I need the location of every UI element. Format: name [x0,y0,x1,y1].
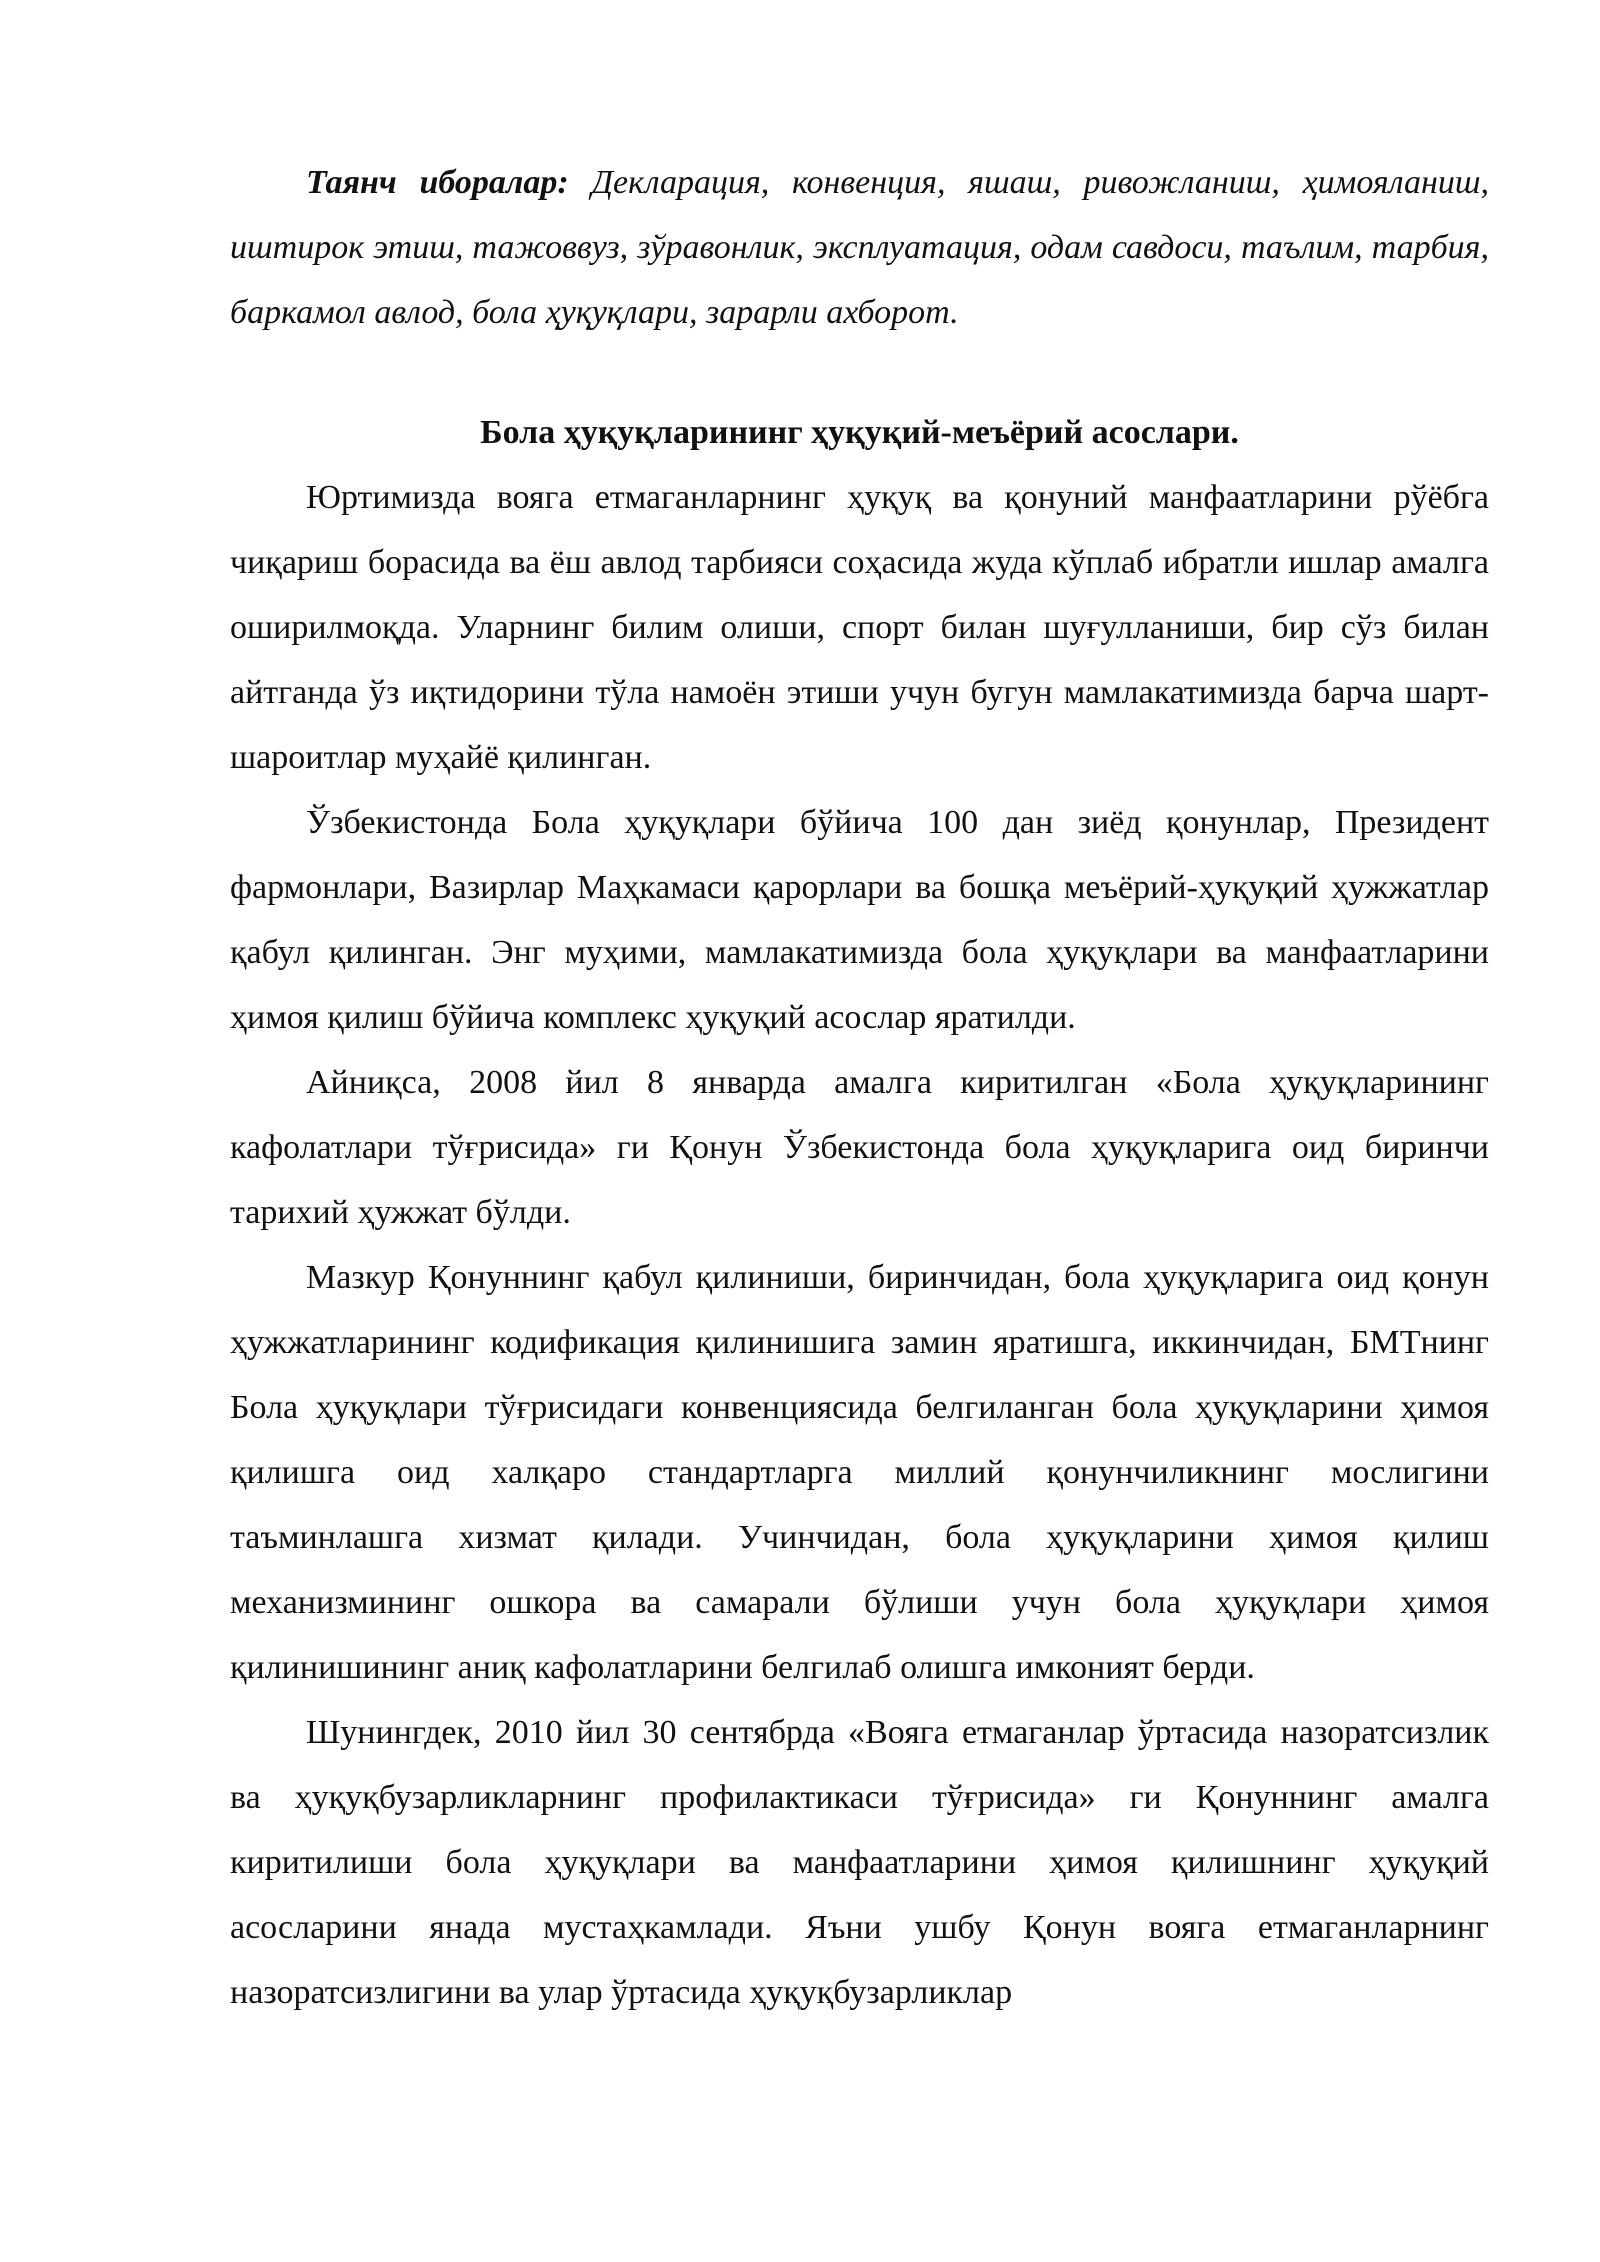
keywords-label: Таянч иборалар: [306,164,569,201]
body-paragraph-1: Юртимизда вояга етмаганларнинг ҳуқуқ ва қонуний манфаатларини рўёбга чиқариш борасида ва ёш авлод тарбияси соҳасида жуда кўплаб ибратли ишлар амалга оширилмоқда. Уларнинг билим олиши, спорт билан шуғулланиши, бир сўз билан айтганда ўз иқтидорини тўла намоён этиши учун бугун мамлакатимизда барча шарт-шароитлар муҳайё қилинган. [230,479,1489,776]
body-paragraph-5: Шунингдек, 2010 йил 30 сентябрда «Вояга етмаганлар ўртасида назоратсизлик ва ҳуқуқбузарликларнинг профилактикаси тўғрисида» ги Қонуннинг амалга киритилиши бола ҳуқуқлари ва манфаатларини ҳимоя қилишнинг ҳуқуқий асосларини янада мустаҳкамлади. Яъни ушбу Қонун вояга етмаганларнинг назоратсизлигини ва улар ўртасида ҳуқуқбузарликлар [230,1714,1489,2011]
body-paragraph-4: Мазкур Қонуннинг қабул қилиниши, биринчидан, бола ҳуқуқларига оид қонун ҳужжатларининг кодификация қилинишига замин яратишга, иккинчидан, БМТнинг Бола ҳуқуқлари тўғрисидаги конвенциясида белгиланган бола ҳуқуқларини ҳимоя қилишга оид халқаро стандартларга миллий қонунчиликнинг мослигини таъминлашга хизмат қилади. Учинчидан, бола ҳуқуқларини ҳимоя қилиш механизмининг ошкора ва самарали бўлиши учун бола ҳуқуқлари ҳимоя қилинишининг аниқ кафолатларини белгилаб олишга имконият берди. [230,1259,1489,1686]
body-paragraph-3: Айниқса, 2008 йил 8 январда амалга киритилган «Бола ҳуқуқларининг кафолатлари тўғрисида» ги Қонун Ўзбекистонда бола ҳуқуқларига оид биринчи тарихий ҳужжат бўлди. [230,1064,1489,1231]
body-paragraph-2: Ўзбекистонда Бола ҳуқуқлари бўйича 100 дан зиёд қонунлар, Президент фармонлари, Вазирлар Маҳкамаси қарорлари ва бошқа меъёрий-ҳуқуқий ҳужжатлар қабул қилинган. Энг муҳими, мамлакатимизда бола ҳуқуқлари ва манфаатларини ҳимоя қилиш бўйича комплекс ҳуқуқий асослар яратилди. [230,804,1489,1036]
section-title: Бола ҳуқуқларининг ҳуқуқий-меъёрий асослари. [480,414,1239,451]
keywords-paragraph [230,150,1489,345]
keywords-text: Декларация, конвенция, яшаш, ривожланиш, ҳимояланиш, иштирок этиш, тажоввуз, зўравонлик, эксплуатация, одам савдоси, таълим, тарбия, баркамол авлод, бола ҳуқуқлари, зарарли ахборот. [230,164,1489,331]
